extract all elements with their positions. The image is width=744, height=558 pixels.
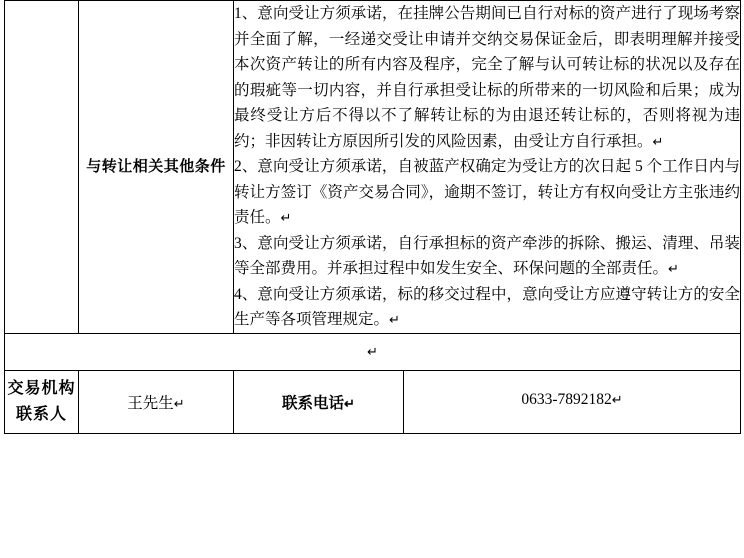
table-row-spacer xyxy=(5,333,741,370)
conditions-label-text: 与转让相关其他条件 xyxy=(86,158,226,175)
table-row-contact xyxy=(5,370,741,433)
contact-details-cell xyxy=(79,370,741,433)
contact-label-text: 交易机构联系人 xyxy=(7,379,76,423)
conditions-paragraph-1 xyxy=(234,1,740,154)
contact-phone-mark: ↵ xyxy=(611,391,623,407)
conditions-paragraph-3-text: 3、意向受让方须承诺，自行承担标的资产牵涉的拆除、搬运、清理、吊装等全部费用。并承担过程中如发生安全、环保问题的全部责任。 xyxy=(234,234,740,277)
contact-phone-label-cell xyxy=(234,371,404,433)
paragraph-mark-2: ↵ xyxy=(280,210,292,225)
conditions-paragraph-1-text: 1、意向受让方须承诺，在挂牌公告期间已自行对标的资产进行了现场考察并全面了解，一经递交受让申请并交纳交易保证金后，即表明理解并接受本次资产转让的所有内容及程序，完全了解与认可转让标的状况以及存在的瑕疵等一切内容，并自行承担受让标的所带来的一切风险和后果；成为最终受让方后不得以不了解转让标的为由退还转让标的，否则将视为违约；非因转让方原因所引发的风险因素，由受让方自行承担。 xyxy=(234,5,740,150)
conditions-paragraph-2-text: 2、意向受让方须承诺，自被蓝产权确定为受让方的次日起 5 个工作日内与转让方签订《资产交易合同》，逾期不签订，转让方有权向受让方主张违约责任。 xyxy=(234,158,740,226)
table-row-conditions xyxy=(5,1,741,334)
conditions-paragraph-4-text: 4、意向受让方须承诺，标的移交过程中，意向受让方应遵守转让方的安全生产等各项管理规定。 xyxy=(234,285,740,328)
contact-details-row xyxy=(79,371,740,433)
paragraph-mark-3: ↵ xyxy=(668,261,679,276)
conditions-paragraph-2 xyxy=(234,154,740,231)
contact-phone-label-mark: ↵ xyxy=(344,395,355,411)
contact-name-mark: ↵ xyxy=(173,395,185,411)
contact-phone-text: 0633-7892182 xyxy=(521,390,612,408)
document-table xyxy=(4,0,741,434)
contact-label-cell xyxy=(5,370,79,433)
paragraph-mark-4: ↵ xyxy=(389,312,400,327)
conditions-empty-cell xyxy=(5,1,79,334)
conditions-label-cell xyxy=(79,1,234,334)
contact-phone-cell xyxy=(404,371,740,433)
contact-name-cell xyxy=(79,371,234,433)
conditions-body-cell xyxy=(234,1,741,334)
conditions-paragraph-3 xyxy=(234,231,740,282)
contact-phone-label-text: 联系电话 xyxy=(282,394,345,412)
spacer-paragraph-mark: ↵ xyxy=(367,343,378,359)
conditions-paragraph-4 xyxy=(234,282,740,333)
contact-name-text: 王先生 xyxy=(127,394,174,412)
paragraph-mark-1: ↵ xyxy=(652,133,664,149)
spacer-cell xyxy=(5,333,741,370)
